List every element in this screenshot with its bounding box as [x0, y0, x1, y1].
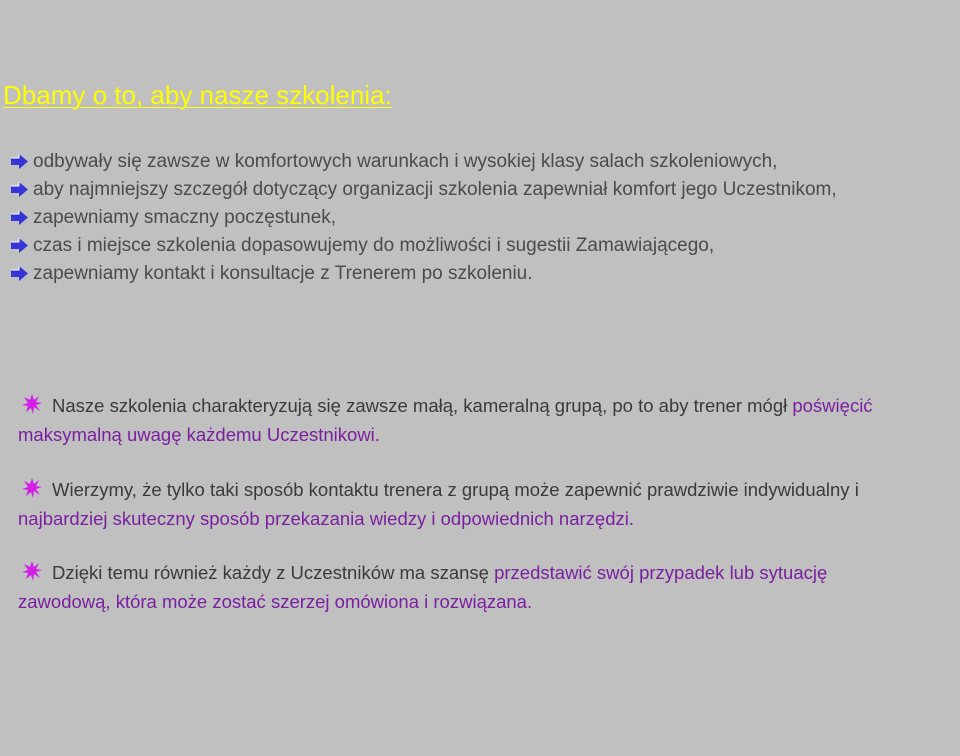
- list-item: [10, 232, 910, 260]
- paragraph-highlight: najbardziej skuteczny sposób przekazania wiedzy i odpowiednich narzędzi.: [18, 508, 634, 529]
- arrow-icon: [10, 154, 29, 169]
- list-item-text: czas i miejsce szkolenia dopasowujemy do możliwości i sugestii Zamawiającego,: [33, 235, 715, 256]
- paragraph-highlight: przedstawić swój przypadek lub sytuację zawodową, która może zostać szerzej omówiona i rozwiązana.: [18, 562, 828, 612]
- burst-star-icon: [22, 561, 42, 581]
- arrow-icon: [10, 238, 29, 253]
- bullet-list: [10, 148, 910, 288]
- list-item-text: aby najmniejszy szczegół dotyczący organizacji szkolenia zapewniał komfort jego Uczestnikom,: [33, 179, 837, 200]
- arrow-icon: [10, 266, 29, 281]
- list-item: [10, 148, 910, 176]
- list-item: [10, 260, 910, 288]
- paragraph-text: Nasze szkolenia charakteryzują się zawsze małą, kameralną grupą, po to aby trener mógł: [52, 395, 793, 416]
- paragraph-highlight: poświęcić maksymalną uwagę każdemu Uczestnikowi.: [18, 395, 873, 445]
- burst-star-icon: [22, 478, 42, 498]
- paragraph-text: Dzięki temu również każdy z Uczestników ma szansę: [52, 562, 495, 583]
- paragraph-individual: [18, 475, 918, 533]
- list-item-text: zapewniamy kontakt i konsultacje z Trenerem po szkoleniu.: [33, 263, 533, 284]
- burst-star-icon: [22, 394, 42, 414]
- list-item-text: odbywały się zawsze w komfortowych warunkach i wysokiej klasy salach szkoleniowych,: [33, 151, 778, 172]
- paragraph-case-discussion: [18, 558, 918, 616]
- list-item: [10, 204, 910, 232]
- list-item-text: zapewniamy smaczny poczęstunek,: [33, 207, 337, 228]
- arrow-icon: [10, 210, 29, 225]
- paragraph-small-groups: [18, 391, 918, 449]
- list-item: [10, 176, 910, 204]
- arrow-icon: [10, 182, 29, 197]
- paragraph-text: Wierzymy, że tylko taki sposób kontaktu trenera z grupą może zapewnić prawdziwie indywidualny i: [52, 479, 859, 500]
- page-title: Dbamy o to, aby nasze szkolenia:: [3, 80, 392, 110]
